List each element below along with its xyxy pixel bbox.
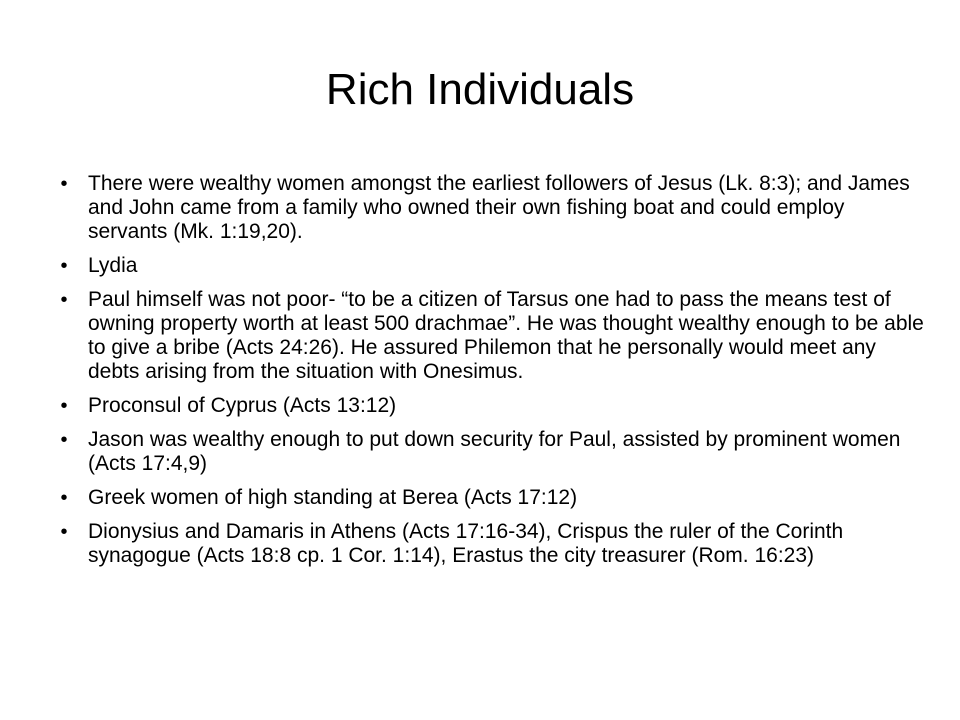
bullet-item xyxy=(60,428,928,476)
bullet-list xyxy=(60,172,928,578)
bullet-marker: • xyxy=(60,289,68,311)
bullet-marker: • xyxy=(60,429,68,451)
bullet-text: Proconsul of Cyprus (Acts 13:12) xyxy=(88,394,397,417)
bullet-item xyxy=(60,486,928,510)
bullet-marker: • xyxy=(60,173,68,195)
bullet-text: Paul himself was not poor- “to be a citizen of Tarsus one had to pass the means test of owning property worth at least 500 drachmae”. He was thought wealthy enough to be able to give a bribe (Acts 24:26). He assured Philemon that he personally would meet any debts arising from the situation with Onesimus. xyxy=(88,288,924,383)
slide-title: Rich Individuals xyxy=(325,65,635,114)
bullet-item xyxy=(60,394,928,418)
bullet-marker: • xyxy=(60,395,68,417)
bullet-item xyxy=(60,288,928,384)
bullet-item xyxy=(60,254,928,278)
bullet-text: Greek women of high standing at Berea (Acts 17:12) xyxy=(88,486,578,509)
bullet-marker: • xyxy=(60,521,68,543)
bullet-item xyxy=(60,172,928,244)
bullet-text: Lydia xyxy=(88,254,138,277)
bullet-item xyxy=(60,520,928,568)
bullet-text: There were wealthy women amongst the earliest followers of Jesus (Lk. 8:3); and James and John came from a family who owned their own fishing boat and could employ servants (Mk. 1:19,20). xyxy=(88,172,910,243)
bullet-text: Dionysius and Damaris in Athens (Acts 17:16-34), Crispus the ruler of the Corinth synagogue (Acts 18:8 cp. 1 Cor. 1:14), Erastus the city treasurer (Rom. 16:23) xyxy=(88,520,844,567)
bullet-marker: • xyxy=(60,255,68,277)
bullet-text: Jason was wealthy enough to put down security for Paul, assisted by prominent women (Acts 17:4,9) xyxy=(88,428,901,475)
bullet-marker: • xyxy=(60,487,68,509)
